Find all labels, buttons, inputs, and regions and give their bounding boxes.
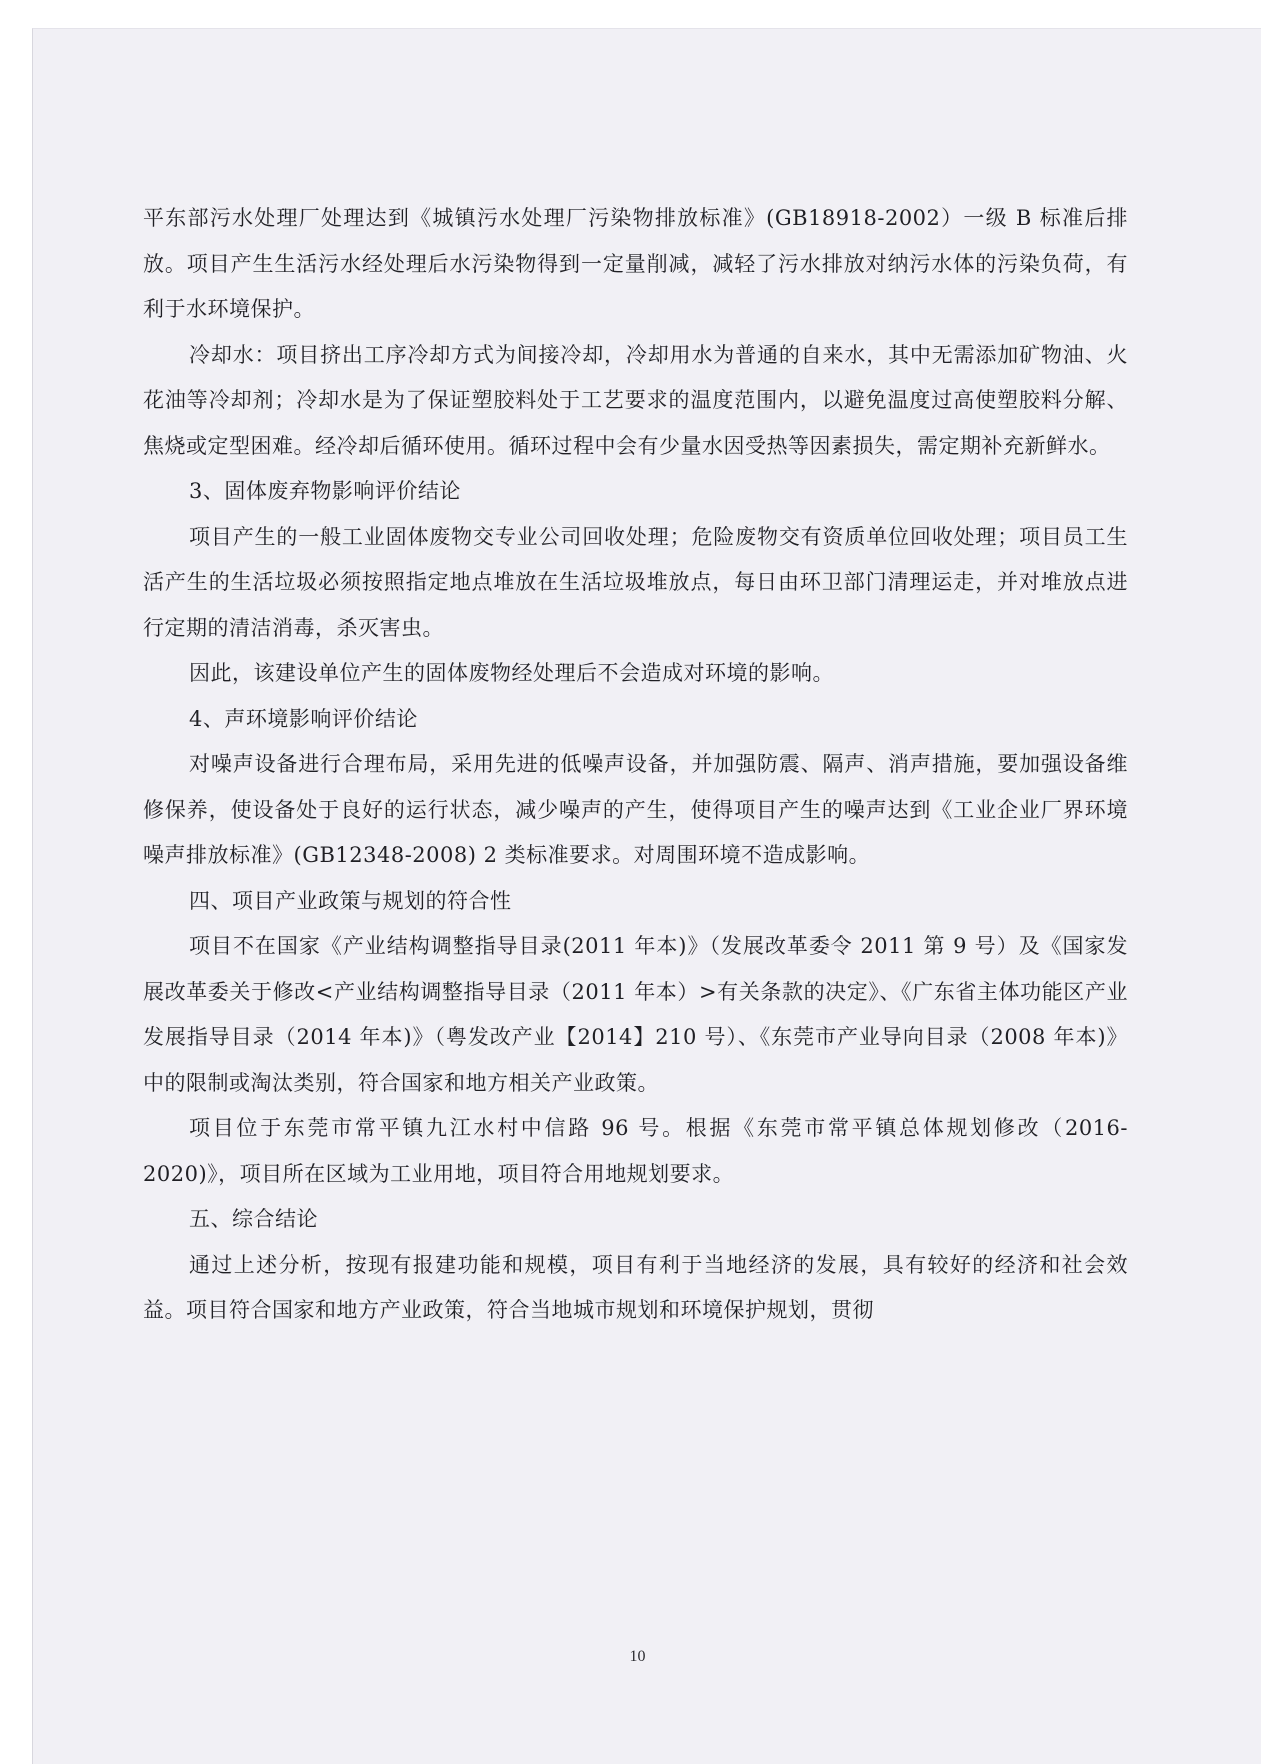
paragraph-solid-waste-conclusion: 因此，该建设单位产生的固体废物经处理后不会造成对环境的影响。 (189, 661, 834, 685)
paragraph-industrial-policy: 项目不在国家《产业结构调整指导目录(2011 年本)》（发展改革委令 2011 第 9 号）及《国家发展改革委关于修改<产业结构调整指导目录（2011 年本）>有关条款的决定》、《广东省主体功能区产业发展指导目录（2014 年本)》（粤发改产业【2014】210 号）、《东莞市产业导向目录（2008 年本)》中的限制或淘汰类别，符合国家和地方相关产业政策。 (143, 934, 1128, 1095)
heading-noise: 4、声环境影响评价结论 (189, 706, 418, 731)
page-number: 10 (629, 1648, 646, 1665)
paragraph-overall-conclusion: 通过上述分析，按现有报建功能和规模，项目有利于当地经济的发展，具有较好的经济和社会效益。项目符合国家和地方产业政策，符合当地城市规划和环境保护规划，贯彻 (143, 1252, 1128, 1322)
paragraph-cooling-water: 冷却水：项目挤出工序冷却方式为间接冷却，冷却用水为普通的自来水，其中无需添加矿物油、火花油等冷却剂；冷却水是为了保证塑胶料处于工艺要求的温度范围内，以避免温度过高使塑胶料分解、焦烧或定型困难。经冷却后循环使用。循环过程中会有少量水因受热等因素损失，需定期补充新鲜水。 (143, 342, 1128, 458)
paragraph-solid-waste: 项目产生的一般工业固体废物交专业公司回收处理；危险废物交有资质单位回收处理；项目员工生活产生的生活垃圾必须按照指定地点堆放在生活垃圾堆放点，每日由环卫部门清理运走，并对堆放点进行定期的清洁消毒，杀灭害虫。 (143, 524, 1128, 640)
paragraph-sewage-discharge: 平东部污水处理厂处理达到《城镇污水处理厂污染物排放标准》(GB18918-2002）一级 B 标准后排放。项目产生生活污水经处理后水污染物得到一定量削减，减轻了污水排放对纳污水体的污染负荷，有利于水环境保护。 (143, 206, 1128, 321)
paragraph-land-use: 项目位于东莞市常平镇九江水村中信路 96 号。根据《东莞市常平镇总体规划修改（2016-2020)》，项目所在区域为工业用地，项目符合用地规划要求。 (143, 1116, 1128, 1186)
paragraph-noise: 对噪声设备进行合理布局，采用先进的低噪声设备，并加强防震、隔声、消声措施，要加强设备维修保养，使设备处于良好的运行状态，减少噪声的产生，使得项目产生的噪声达到《工业企业厂界环境噪声排放标准》(GB12348-2008) 2 类标准要求。对周围环境不造成影响。 (143, 752, 1128, 867)
heading-overall-conclusion: 五、综合结论 (189, 1207, 318, 1231)
heading-solid-waste: 3、固体废弃物影响评价结论 (189, 479, 461, 503)
document-body (143, 196, 1128, 1334)
heading-industrial-policy: 四、项目产业政策与规划的符合性 (189, 888, 512, 913)
